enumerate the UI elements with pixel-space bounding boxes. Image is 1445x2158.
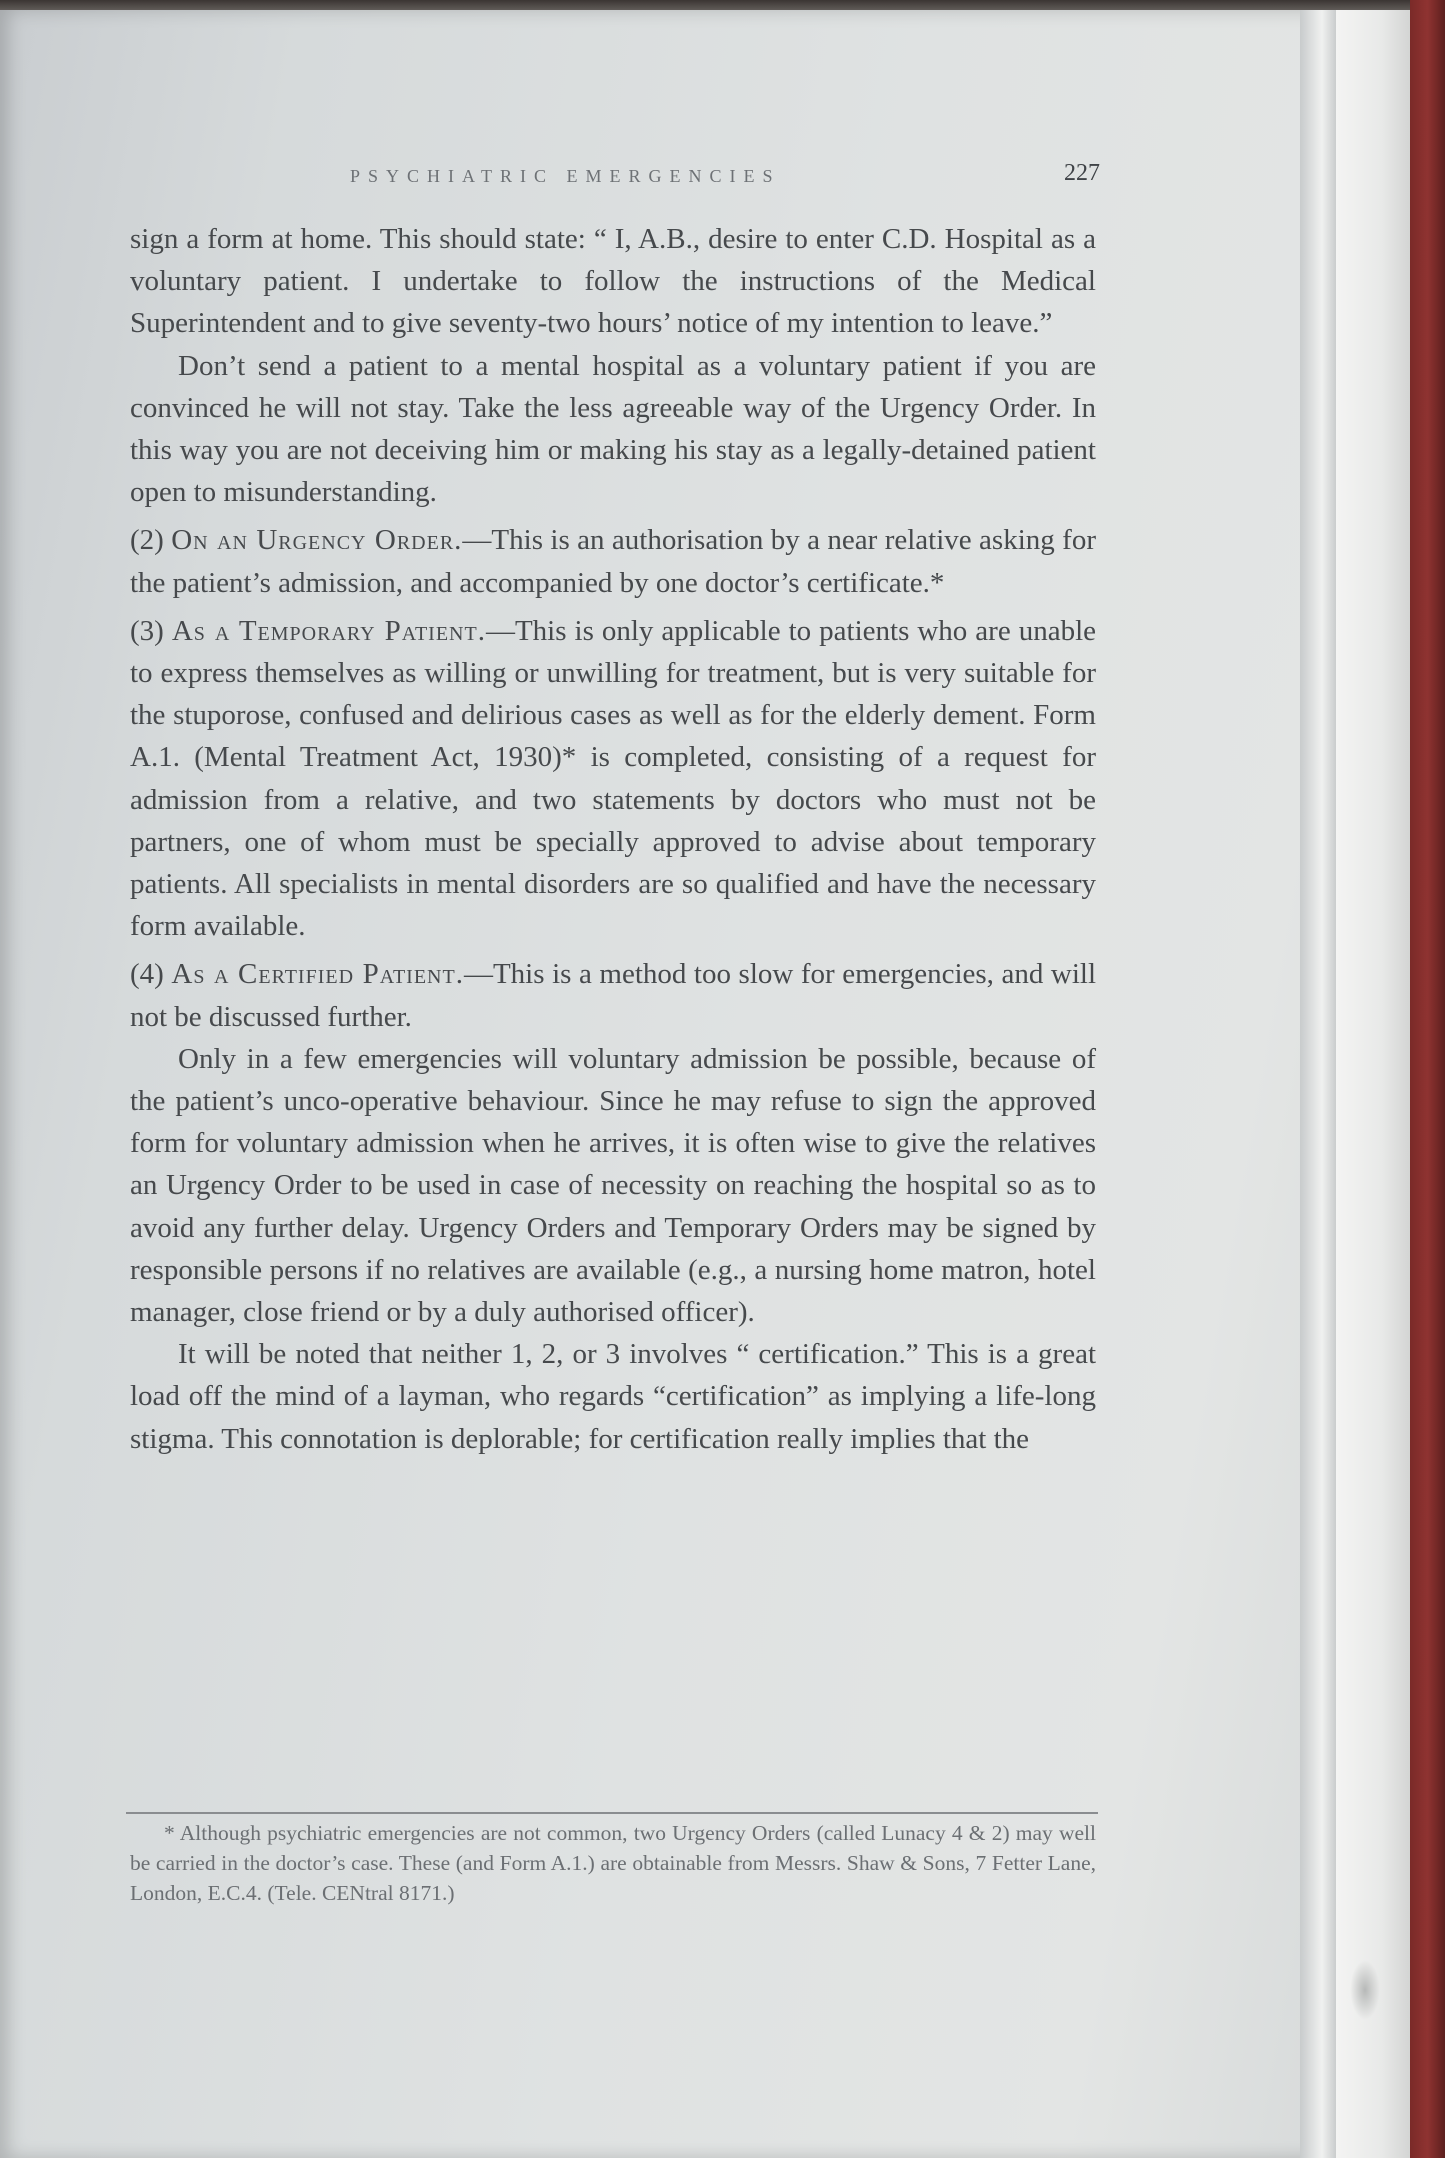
- paragraph-certification: It will be noted that neither 1, 2, or 3 involves “ certification.” This is a great load off the mind of a layman, who regards “certification” as implying a life-long stigma. This connotation is deplorable; for certification really implies that the: [130, 1338, 1096, 1455]
- running-head: [120, 160, 1100, 200]
- item-text: —This is an authorisation by a near relative asking for the patient’s admission, and accompanied by one doctor’s certificate.*: [130, 524, 1096, 599]
- item-heading: On an Urgency Order.: [171, 524, 463, 557]
- paper-scuff: [1350, 1960, 1380, 2020]
- running-title: PSYCHIATRIC EMERGENCIES: [350, 166, 781, 186]
- item-number: (2): [130, 524, 164, 557]
- page-gutter: [1300, 10, 1340, 2158]
- paragraph-voluntary-form: sign a form at home. This should state: “ I, A.B., desire to enter C.D. Hospital as a voluntary patient. I undertake to follow the instructions of the Medical Superintendent and to give seventy-two hours’ notice of my intention to leave.”: [130, 223, 1096, 340]
- next-page-edge: [1336, 10, 1412, 2158]
- paragraph-voluntary-advice: Don’t send a patient to a mental hospital as a voluntary patient if you are convinced he will not stay. Take the less agreeable way of the Urgency Order. In this way you are not deceiving him or making his stay as a legally-detained patient open to misunderstanding.: [130, 349, 1096, 509]
- item-temporary-patient: [130, 610, 1096, 948]
- footnote-divider: [126, 1812, 1098, 1814]
- item-number: (3): [130, 614, 164, 647]
- item-number: (4): [130, 958, 164, 991]
- item-certified-patient: [130, 953, 1096, 1037]
- item-text: —This is only applicable to patients who are unable to express themselves as willing or unwilling for treatment, but is very suitable for the stuporose, confused and delirious cases as well as for the elderly dement. Form A.1. (Mental Treatment Act, 1930)* is completed, consisting of a request for admission from a relative, and two statements by doctors who must not be partners, one of whom must be specially approved to advise about temporary patients. All specialists in mental disorders are so qualified and have the necessary form available.: [130, 614, 1097, 943]
- page-number: 227: [1064, 160, 1100, 186]
- item-heading: As a Certified Patient.: [171, 958, 464, 991]
- item-text: —This is a method too slow for emergencies, and will not be discussed further.: [130, 958, 1097, 1033]
- item-urgency-order: [130, 519, 1096, 603]
- footnote: * Although psychiatric emergencies are not common, two Urgency Orders (called Lunacy 4 & 2) may well be carried in the doctor’s case. These (and Form A.1.) are obtainable from Messrs. Shaw & Sons, 7 Fetter Lane, London, E.C.4. (Tele. CENtral 8171.): [130, 1821, 1096, 1905]
- body-text: [130, 218, 1096, 1460]
- paragraph-urgency-orders: Only in a few emergencies will voluntary admission be possible, because of the patient’s unco-operative behaviour. Since he may refuse to sign the approved form for voluntary admission when he arrives, it is often wise to give the relatives an Urgency Order to be used in case of necessity on reaching the hospital so as to avoid any further delay. Urgency Orders and Temporary Orders may be signed by responsible persons if no relatives are available (e.g., a nursing home matron, hotel manager, close friend or by a duly authorised officer).: [130, 1042, 1096, 1329]
- book-cover-edge: [1410, 0, 1445, 2158]
- item-heading: As a Temporary Patient.: [171, 614, 486, 647]
